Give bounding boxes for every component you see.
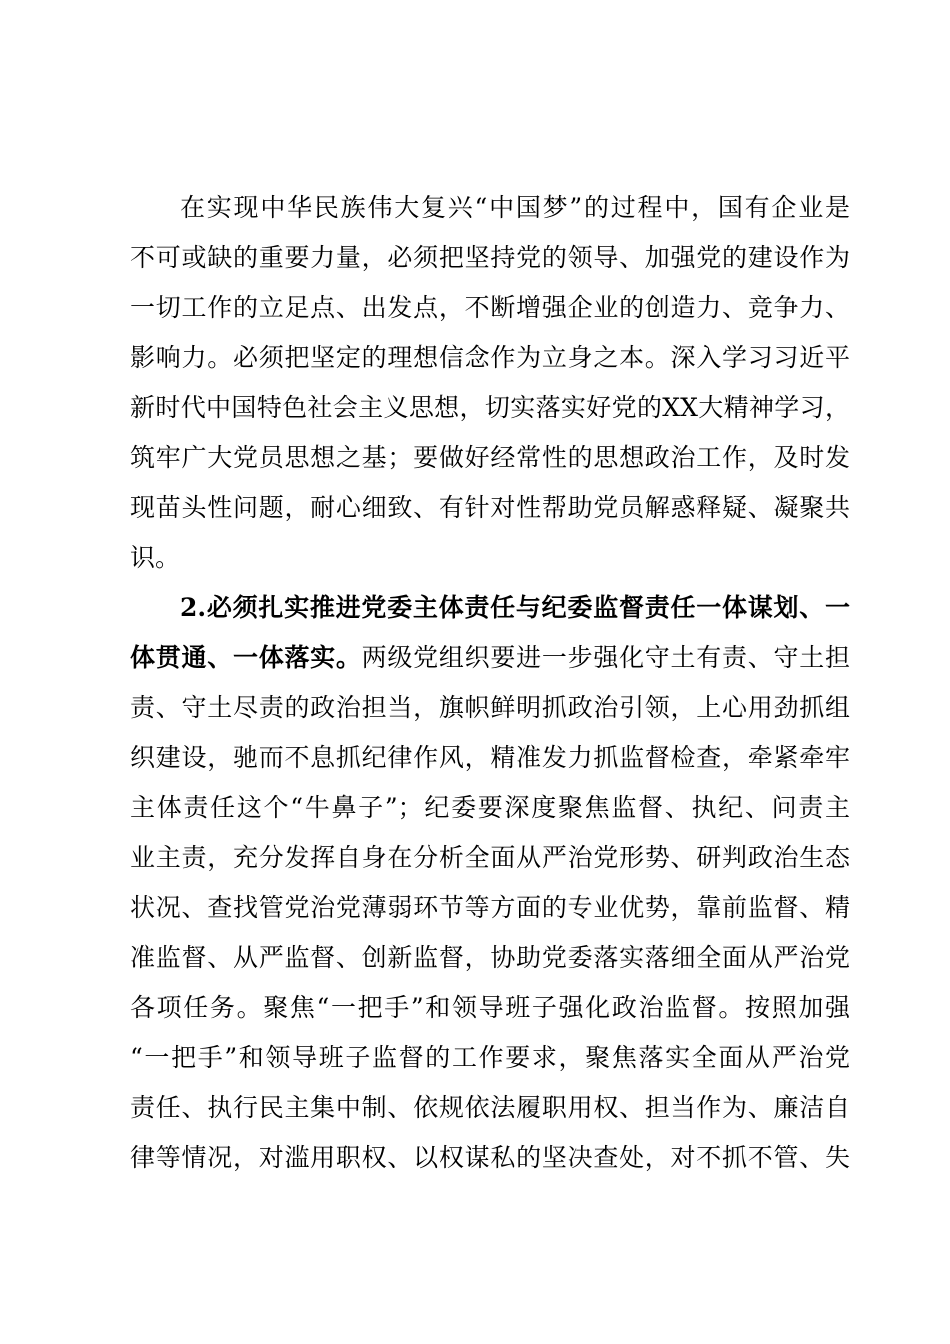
paragraph-1-line-4: 影响力。必须把坚定的理想信念作为立身之本。深入学习习近平 [130, 343, 850, 372]
paragraph-1-line-1: 在实现中华民族伟大复兴“中国梦”的过程中，国有企业是 [180, 193, 850, 222]
paragraph-2-line-2-rest: 两级党组织要进一步强化守土有责、守土担 [361, 643, 850, 672]
paragraph-2-line-2 [130, 638, 850, 678]
paragraph-1-line-5: 新时代中国特色社会主义思想，切实落实好党的XX大精神学习， [130, 393, 850, 422]
paragraph-2-heading-line-1: 2.必须扎实推进党委主体责任与纪委监督责任一体谋划、一 [180, 593, 850, 622]
paragraph-1-line-6: 筑牢广大党员思想之基；要做好经常性的思想政治工作，及时发 [130, 443, 850, 472]
paragraph-1-line-8: 识。 [130, 543, 181, 572]
paragraph-1-line-2: 不可或缺的重要力量，必须把坚持党的领导、加强党的建设作为 [130, 243, 850, 272]
paragraph-2-line-12: 律等情况，对滥用职权、以权谋私的坚决查处，对不抓不管、失 [130, 1143, 850, 1172]
paragraph-2-line-11: 责任、执行民主集中制、依规依法履职用权、担当作为、廉洁自 [130, 1093, 850, 1122]
paragraph-1-line-7: 现苗头性问题，耐心细致、有针对性帮助党员解惑释疑、凝聚共 [130, 493, 850, 522]
paragraph-2-line-3: 责、守土尽责的政治担当，旗帜鲜明抓政治引领，上心用劲抓组 [130, 693, 850, 722]
paragraph-2-line-8: 准监督、从严监督、创新监督，协助党委落实落细全面从严治党 [130, 943, 850, 972]
paragraph-2-line-6: 业主责，充分发挥自身在分析全面从严治党形势、研判政治生态 [130, 843, 850, 872]
paragraph-2-heading-line-2: 体贯通、一体落实。 [130, 643, 362, 672]
paragraph-2-line-7: 状况、查找管党治党薄弱环节等方面的专业优势，靠前监督、精 [130, 893, 850, 922]
paragraph-2-line-10: “一把手”和领导班子监督的工作要求，聚焦落实全面从严治党 [130, 1043, 850, 1072]
paragraph-2-line-9: 各项任务。聚焦“一把手”和领导班子强化政治监督。按照加强 [130, 993, 850, 1022]
paragraph-2-line-4: 织建设，驰而不息抓纪律作风，精准发力抓监督检查，牵紧牵牢 [130, 743, 850, 772]
paragraph-2-line-5: 主体责任这个“牛鼻子”；纪委要深度聚焦监督、执纪、问责主 [130, 793, 850, 822]
paragraph-1-line-3: 一切工作的立足点、出发点，不断增强企业的创造力、竞争力、 [130, 293, 850, 322]
